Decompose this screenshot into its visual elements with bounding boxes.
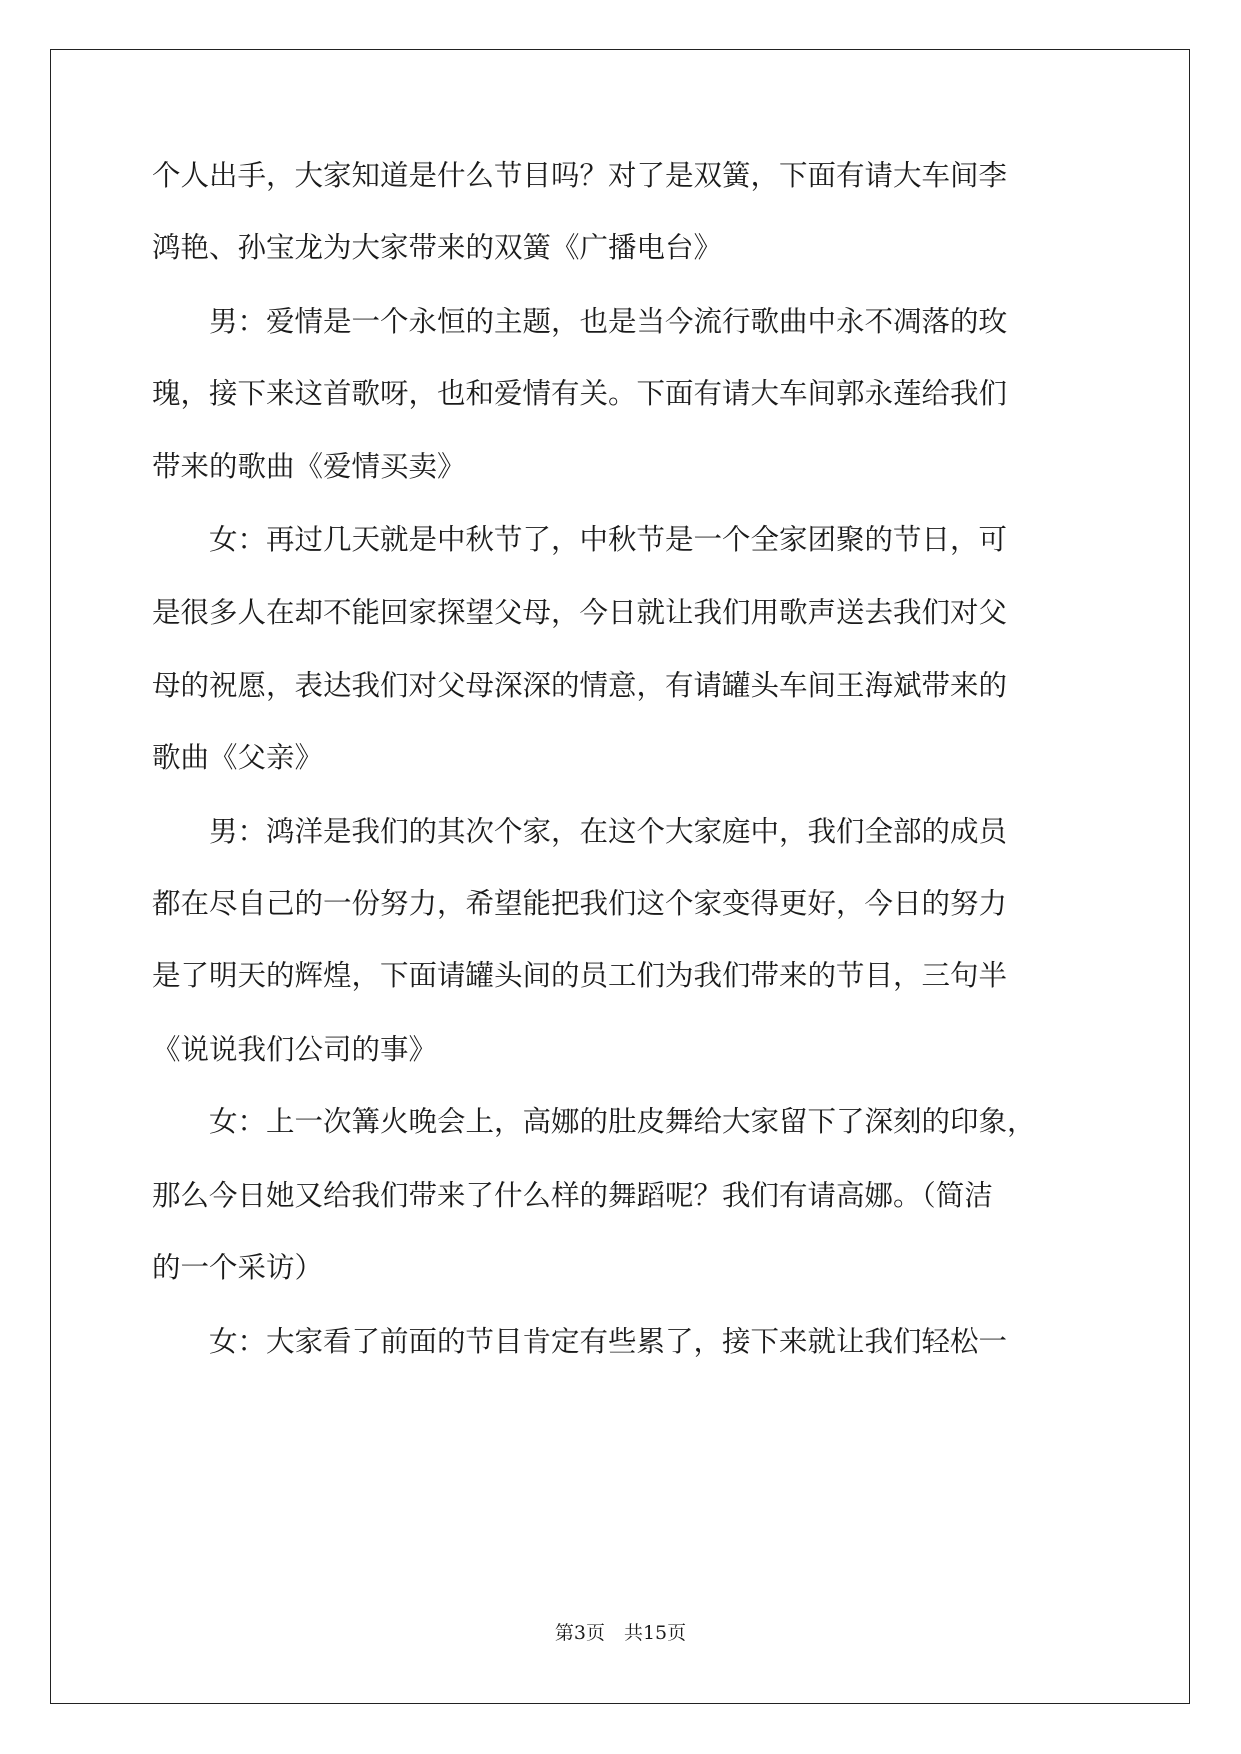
text-line: 是很多人在却不能回家探望父母，今日就让我们用歌声送去我们对父 bbox=[152, 596, 1008, 629]
text-line: 男：鸿洋是我们的其次个家，在这个大家庭中，我们全部的成员 bbox=[152, 815, 1008, 848]
text-line: 都在尽自己的一份努力，希望能把我们这个家变得更好，今日的努力 bbox=[152, 887, 1008, 920]
page-number: 第3页 共15页 bbox=[554, 1622, 687, 1644]
text-line: 个人出手，大家知道是什么节目吗？对了是双簧，下面有请大车间李 bbox=[152, 159, 1008, 192]
text-line: 歌曲《父亲》 bbox=[152, 741, 324, 774]
text-line: 女：上一次篝火晚会上，高娜的肚皮舞给大家留下了深刻的印象， bbox=[152, 1105, 1036, 1138]
text-line: 《说说我们公司的事》 bbox=[152, 1033, 438, 1066]
text-line: 女：大家看了前面的节目肯定有些累了，接下来就让我们轻松一 bbox=[152, 1325, 1008, 1358]
text-line: 女：再过几天就是中秋节了，中秋节是一个全家团聚的节日，可 bbox=[152, 523, 1008, 556]
text-line: 那么今日她又给我们带来了什么样的舞蹈呢？我们有请高娜。（简洁 bbox=[152, 1179, 993, 1212]
page-frame bbox=[50, 49, 1190, 1704]
text-line: 是了明天的辉煌，下面请罐头间的员工们为我们带来的节目，三句半 bbox=[152, 959, 1008, 992]
text-line: 瑰，接下来这首歌呀，也和爱情有关。下面有请大车间郭永莲给我们 bbox=[152, 377, 1008, 410]
text-line: 男：爱情是一个永恒的主题，也是当今流行歌曲中永不凋落的玫 bbox=[152, 305, 1008, 338]
text-line: 母的祝愿，表达我们对父母深深的情意，有请罐头车间王海斌带来的 bbox=[152, 669, 1008, 702]
text-line: 鸿艳、孙宝龙为大家带来的双簧《广播电台》 bbox=[152, 231, 723, 264]
text-line: 的一个采访） bbox=[152, 1251, 324, 1284]
text-line: 带来的歌曲《爱情买卖》 bbox=[152, 450, 466, 483]
